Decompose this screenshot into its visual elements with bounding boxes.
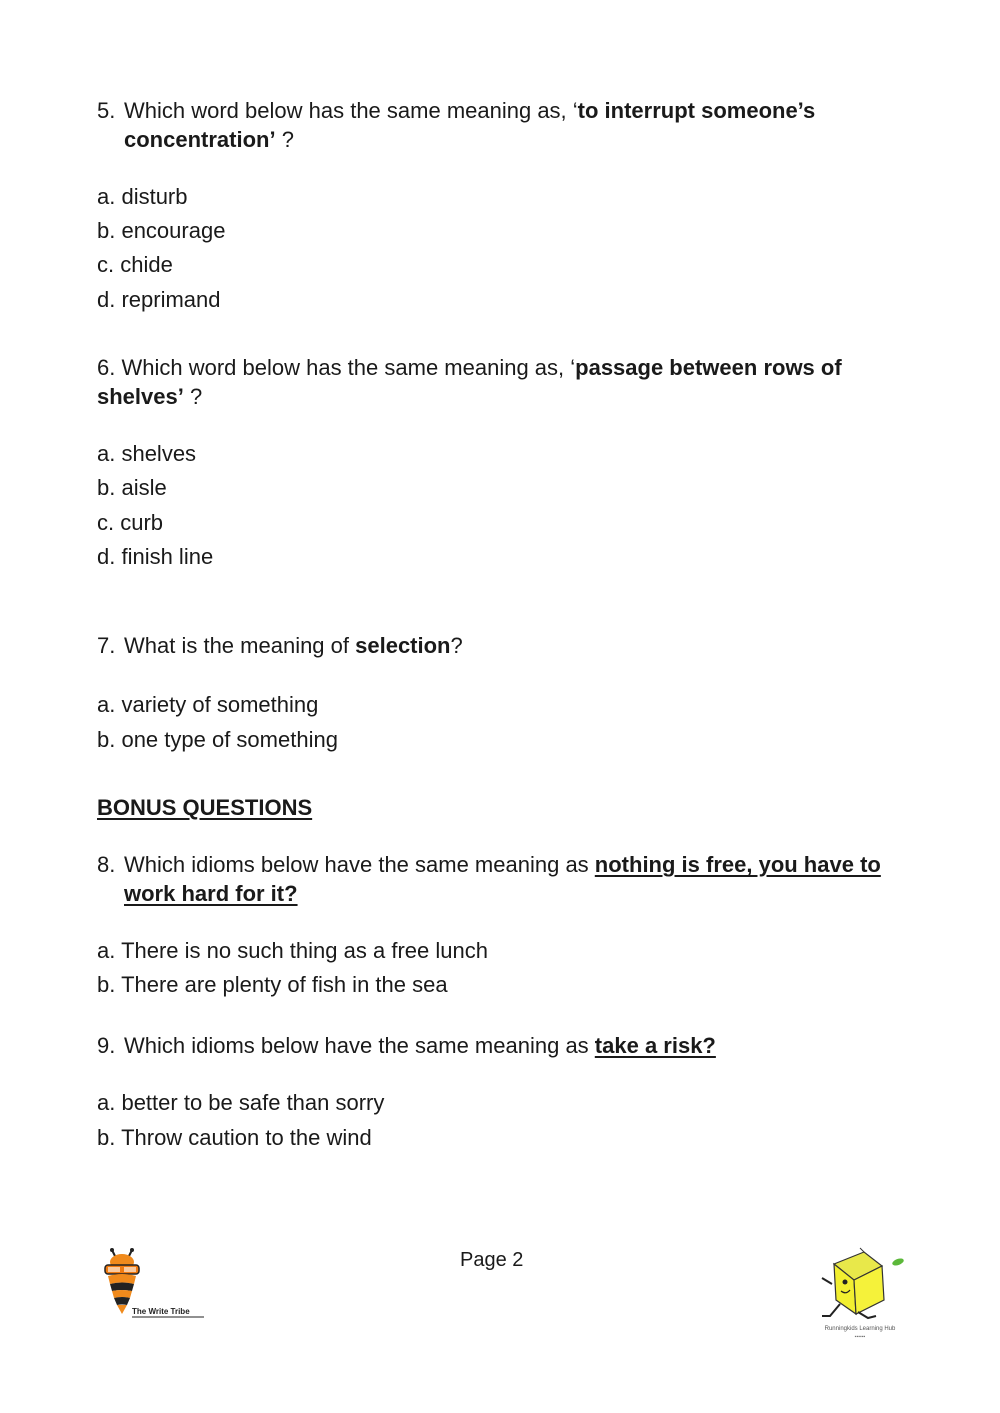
question-7 [97, 631, 912, 660]
question-5 [97, 96, 912, 154]
bonus-questions-heading: BONUS QUESTIONS [97, 795, 313, 820]
logo-text: Runningkids Learning Hub [824, 1326, 896, 1332]
option-b[interactable]: b. aisle [97, 475, 167, 500]
question-text: Which word below has the same meaning as, ‘to interrupt someone’s concentration’ ? [124, 98, 816, 152]
question-number: 6. [97, 355, 116, 380]
option-a[interactable]: a. shelves [97, 441, 197, 466]
option-c[interactable]: c. chide [97, 252, 173, 277]
question-text: Which idioms below have the same meaning as take a risk? [124, 1033, 716, 1058]
option-d[interactable]: d. finish line [97, 544, 214, 569]
question-6 [97, 353, 912, 411]
svg-text:▪▪▪▪▪▪: ▪▪▪▪▪▪ [854, 1334, 866, 1340]
runningkids-logo [812, 1244, 908, 1344]
question-8 [97, 850, 912, 908]
page-number: Page 2 [460, 1249, 524, 1271]
option-d[interactable]: d. reprimand [97, 287, 221, 312]
option-a[interactable]: a. variety of something [97, 692, 319, 717]
option-a[interactable]: a. better to be safe than sorry [97, 1090, 385, 1115]
option-b[interactable]: b. Throw caution to the wind [97, 1125, 372, 1150]
question-number: 5. [97, 98, 116, 123]
question-number: 7. [97, 633, 116, 658]
question-text: 6. Which word below has the same meaning as, ‘passage between rows of shelves’ ? [97, 355, 842, 409]
option-b[interactable]: b. There are plenty of fish in the sea [97, 972, 448, 997]
option-a[interactable]: a. There is no such thing as a free lunch [97, 938, 488, 963]
question-9 [97, 1031, 912, 1060]
write-tribe-logo [98, 1248, 208, 1328]
logo-text: The Write Tribe [132, 1307, 190, 1316]
question-number: 9. [97, 1033, 116, 1058]
question-number: 8. [97, 852, 116, 877]
option-a[interactable]: a. disturb [97, 184, 188, 209]
option-b[interactable]: b. one type of something [97, 727, 338, 752]
question-text: What is the meaning of selection? [124, 633, 463, 658]
question-text: Which idioms below have the same meaning as nothing is free, you have to work hard for it? [124, 852, 881, 906]
option-b[interactable]: b. encourage [97, 218, 226, 243]
option-c[interactable]: c. curb [97, 510, 164, 535]
